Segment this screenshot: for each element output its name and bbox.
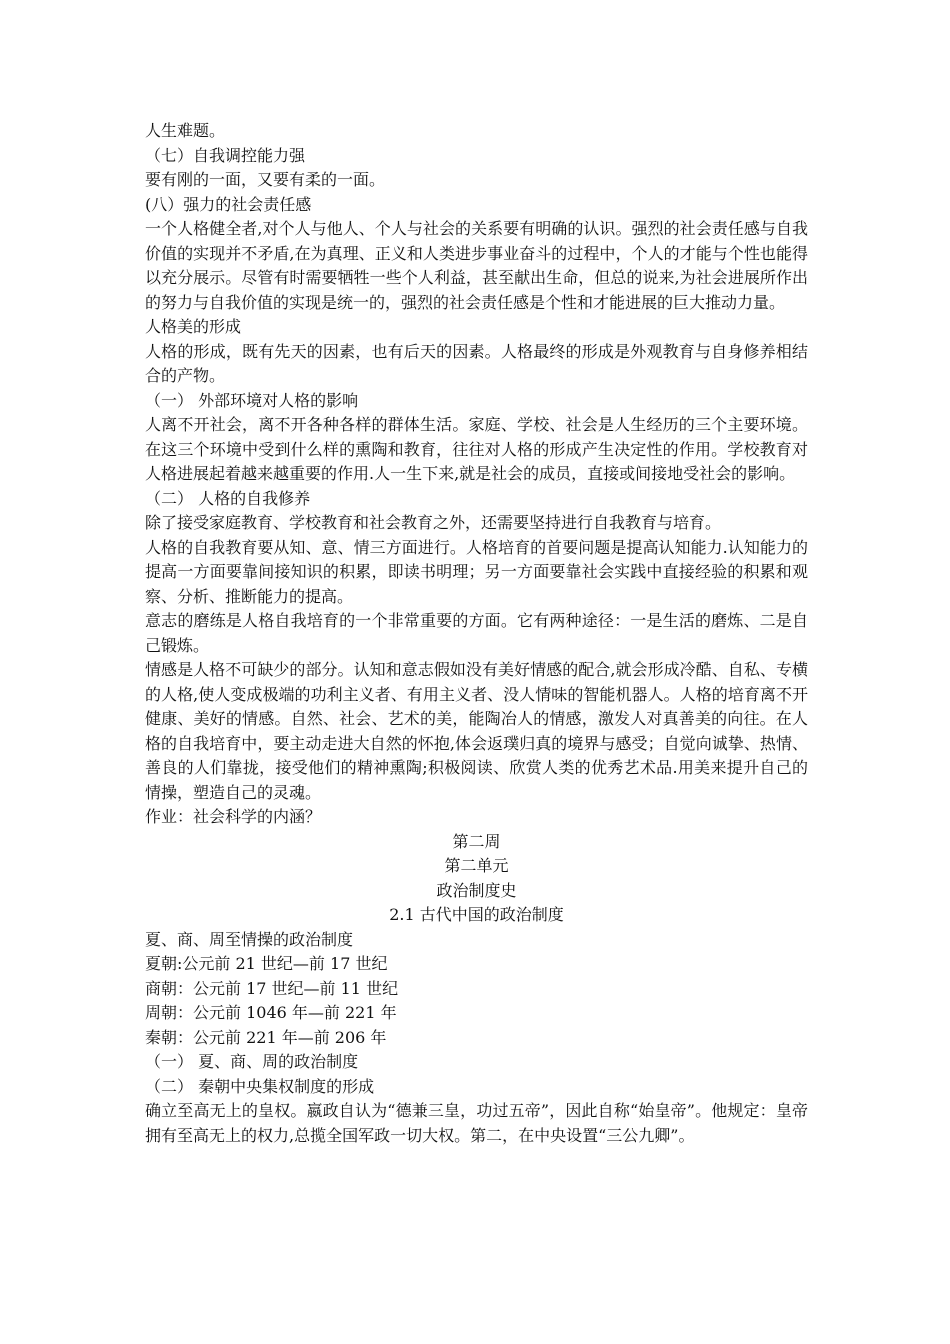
dynasty-line: 秦朝：公元前 221 年—前 206 年 [145,1027,387,1047]
topic-title: 政治制度史 [436,880,517,900]
dynasty-line: 夏朝:公元前 21 世纪—前 17 世纪 [145,954,388,973]
section-heading: （二） 人格的自我修养 [145,488,311,508]
paragraph: 一个人格健全者,对个人与他人、个人与社会的关系要有明确的认识。强烈的社会责任感与自我价值的实现并不矛盾,在为真理、正义和人类进步事业奋斗的过程中，个人的才能与个性也能得以充分展示。尽管有时需要牺牲一些个人利益，甚至献出生命，但总的说来,为社会进展所作出的努力与自我价值的实现是统一的，强烈的社会责任感是个性和才能进展的巨大推动力量。 [145,219,808,312]
section-heading: (八）强力的社会责任感 [145,194,312,214]
document-body [145,119,808,1148]
unit-title: 第二单元 [444,856,509,875]
paragraph: 确立至高无上的皇权。嬴政自认为“德兼三皇，功过五帝”，因此自称“始皇帝”。他规定：皇帝拥有至高无上的权力,总揽全国军政一切大权。第二，在中央设置“三公九卿”。 [145,1101,808,1145]
week-title: 第二周 [452,831,501,851]
lesson-title: 2.1 古代中国的政治制度 [389,905,564,924]
section-heading: （七）自我调控能力强 [145,145,306,165]
paragraph: 人格的自我教育要从知、意、情三方面进行。人格培育的首要问题是提高认知能力.认知能力的提高一方面要靠间接知识的积累，即读书明理；另一方面要靠社会实践中直接经验的积累和观察、分析、推断能力的提高。 [145,537,808,606]
text-line: 要有刚的一面，又要有柔的一面。 [145,170,386,189]
section-heading: （一） 外部环境对人格的影响 [145,390,359,410]
section-heading: （一） 夏、商、周的政治制度 [145,1052,359,1071]
dynasty-line: 周朝：公元前 1046 年—前 221 年 [145,1003,397,1022]
section-heading: （二） 秦朝中央集权制度的形成 [145,1076,375,1096]
text-line: 人生难题。 [145,121,226,140]
paragraph: 意志的磨练是人格自我培育的一个非常重要的方面。它有两种途径：一是生活的磨炼、二是自己锻炼。 [145,611,808,655]
homework-line: 作业：社会科学的内涵？ [145,807,322,826]
paragraph: 人格的形成，既有先天的因素，也有后天的因素。人格最终的形成是外观教育与自身修养相结合的产物。 [145,341,808,385]
dynasty-line: 商朝：公元前 17 世纪—前 11 世纪 [145,978,399,998]
paragraph: 情感是人格不可缺少的部分。认知和意志假如没有美好情感的配合,就会形成冷酷、自私、专横的人格,使人变成极端的功利主义者、有用主义者、没人情味的智能机器人。人格的培育离不开健康、美好的情感。自然、社会、艺术的美，能陶冶人的情感，激发人对真善美的向往。在人格的自我培育中，要主动走进大自然的怀抱,体会返璞归真的境界与感受；自觉向诚挚、热情、善良的人们靠拢，接受他们的精神熏陶;积极阅读、欣赏人类的优秀艺术品.用美来提升自己的情操，塑造自己的灵魂。 [145,660,808,802]
section-heading: 夏、商、周至情操的政治制度 [145,929,354,949]
section-heading: 人格美的形成 [145,317,242,336]
paragraph: 除了接受家庭教育、学校教育和社会教育之外，还需要坚持进行自我教育与培育。 [145,513,722,532]
paragraph: 人离不开社会，离不开各种各样的群体生活。家庭、学校、社会是人生经历的三个主要环境。在这三个环境中受到什么样的熏陶和教育，往往对人格的形成产生决定性的作用。学校教育对人格进展起着越来越重要的作用.人一生下来,就是社会的成员，直接或间接地受社会的影响。 [145,415,808,483]
